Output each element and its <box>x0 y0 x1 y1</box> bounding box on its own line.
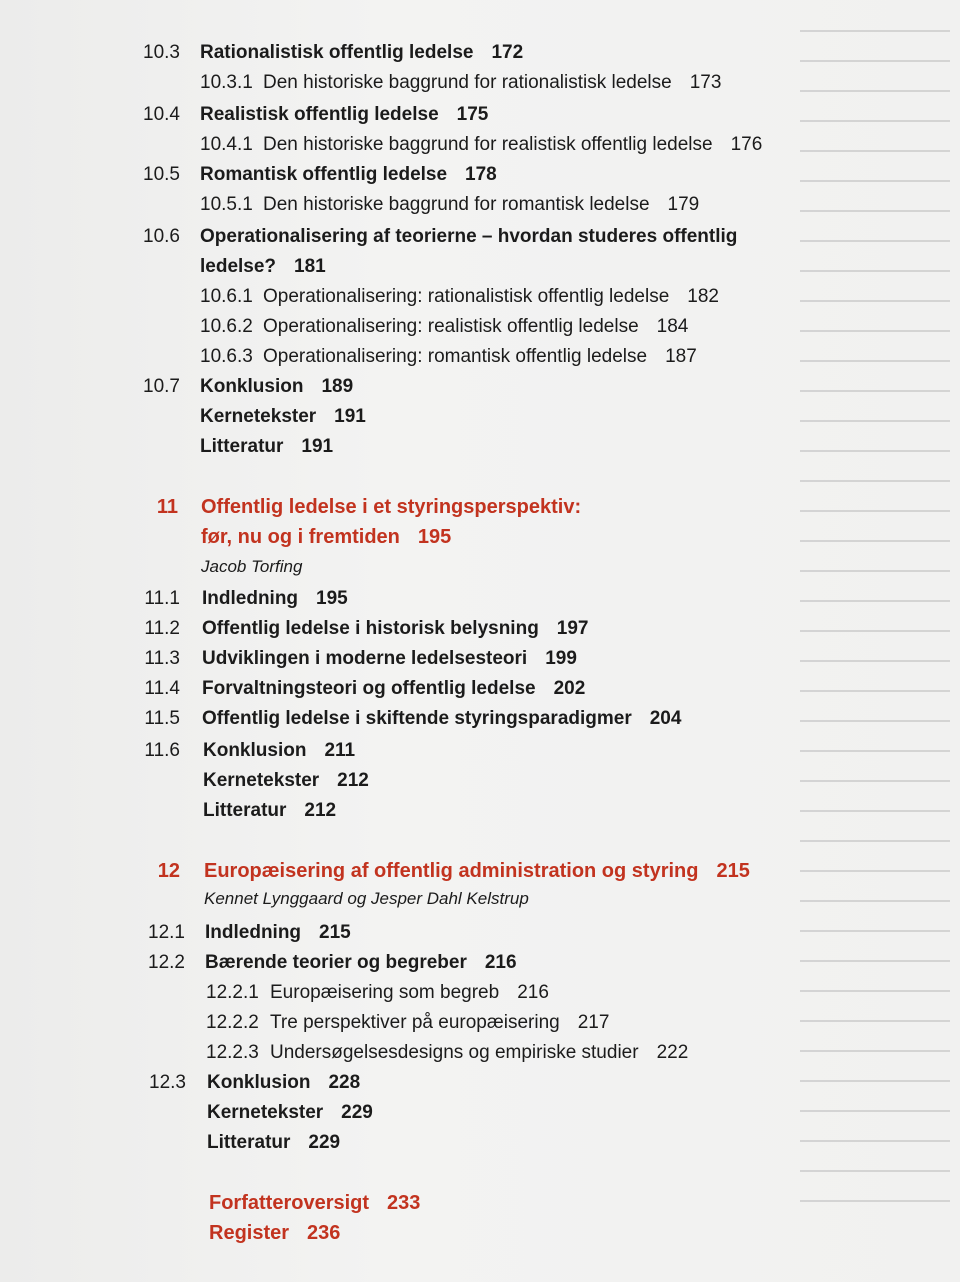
section-number: 10.6 <box>143 226 180 247</box>
page-number: 197 <box>556 618 589 639</box>
page-number: 187 <box>665 346 697 367</box>
section-title: Kernetekster <box>200 406 317 427</box>
section-number: 10.6.3 <box>200 346 253 367</box>
section-number: 12.2 <box>148 952 185 973</box>
section-title: Kernetekster <box>203 770 320 791</box>
page-number: 184 <box>656 316 689 337</box>
section-number: 12.2.3 <box>206 1042 259 1063</box>
section-number: 10.4.1 <box>200 134 253 155</box>
section-title: Den historiske baggrund for rationalistisk ledelse <box>263 72 672 93</box>
section-title: Litteratur <box>207 1132 291 1153</box>
section-title: Konklusion <box>200 376 304 397</box>
page-number: 216 <box>484 952 517 973</box>
chapter-title: Europæisering af offentlig administration og styring <box>204 860 699 882</box>
section-title: Offentlig ledelse i historisk belysning <box>202 618 539 639</box>
author-name: Kennet Lynggaard og Jesper Dahl Kelstrup <box>204 889 529 908</box>
page-number: 215 <box>319 922 351 943</box>
page-number: 215 <box>716 860 750 882</box>
page-number: 204 <box>649 708 682 729</box>
page-number: 212 <box>337 770 369 791</box>
page-number: 179 <box>667 194 700 215</box>
section-title: Operationalisering: romantisk offentlig ledelse <box>263 346 648 367</box>
page-number: 195 <box>417 526 452 548</box>
section-title: Realistisk offentlig ledelse <box>200 104 439 125</box>
section-number: 11.1 <box>144 588 180 609</box>
chapter-number: 11 <box>156 496 178 518</box>
section-title: Forvaltningsteori og offentlig ledelse <box>202 678 536 699</box>
section-title: Operationalisering af teorierne – hvordan studeres offentlig <box>200 226 738 247</box>
section-title: Bærende teorier og begreber <box>205 952 467 973</box>
back-matter-title: Forfatteroversigt <box>209 1192 370 1214</box>
page-number: 199 <box>545 648 577 669</box>
page-number: 191 <box>301 436 334 457</box>
page-number: 233 <box>387 1192 421 1214</box>
section-number: 12.3 <box>149 1072 186 1093</box>
section-title: Litteratur <box>200 436 284 457</box>
page-number: 195 <box>316 588 348 609</box>
section-number: 10.5.1 <box>200 194 253 215</box>
section-number: 12.2.1 <box>206 982 259 1003</box>
page-number: 222 <box>656 1042 689 1063</box>
section-number: 12.2.2 <box>206 1012 259 1033</box>
section-number: 10.7 <box>143 376 180 397</box>
page-number: 229 <box>308 1132 341 1153</box>
section-title: Operationalisering: rationalistisk offentlig ledelse <box>263 286 670 307</box>
section-number: 10.6.2 <box>200 316 253 337</box>
section-title: Litteratur <box>203 800 287 821</box>
page-number: 189 <box>321 376 354 397</box>
page-number: 181 <box>294 256 326 277</box>
section-title: Romantisk offentlig ledelse <box>200 164 448 185</box>
page-number: 176 <box>730 134 763 155</box>
section-number: 10.5 <box>143 164 180 185</box>
section-title: Indledning <box>205 922 302 943</box>
section-number: 10.3 <box>143 42 180 63</box>
page-number: 228 <box>328 1072 361 1093</box>
author-name: Jacob Torfing <box>201 557 303 576</box>
section-number: 11.5 <box>144 708 180 729</box>
section-title: Den historiske baggrund for romantisk ledelse <box>263 194 650 215</box>
section-title: Offentlig ledelse i skiftende styringsparadigmer <box>202 708 632 729</box>
page-number: 173 <box>689 72 722 93</box>
page-number: 217 <box>577 1012 610 1033</box>
section-title: Konklusion <box>203 740 307 761</box>
section-title: Konklusion <box>207 1072 311 1093</box>
page-number: 212 <box>304 800 337 821</box>
section-title: Europæisering som begreb <box>270 982 500 1003</box>
chapter-title: Offentlig ledelse i et styringsperspektiv: <box>201 496 582 518</box>
section-title-continued: ledelse? <box>200 256 277 277</box>
section-number: 11.3 <box>144 648 180 669</box>
section-number: 11.4 <box>144 678 180 699</box>
chapter-title-continued: før, nu og i fremtiden <box>201 526 400 548</box>
page-number: 175 <box>456 104 489 125</box>
section-number: 10.4 <box>143 104 180 125</box>
page-number: 172 <box>491 42 524 63</box>
section-title: Tre perspektiver på europæisering <box>270 1012 560 1033</box>
section-title: Den historiske baggrund for realistisk offentlig ledelse <box>263 134 713 155</box>
page-number: 229 <box>341 1102 373 1123</box>
page-number: 202 <box>553 678 586 699</box>
page-number: 211 <box>324 740 356 761</box>
section-number: 12.1 <box>148 922 185 943</box>
section-title: Operationalisering: realistisk offentlig ledelse <box>263 316 639 337</box>
section-title: Udviklingen i moderne ledelsesteori <box>202 648 528 669</box>
page-number: 236 <box>307 1222 341 1244</box>
page-number: 216 <box>517 982 549 1003</box>
page-number: 182 <box>687 286 719 307</box>
section-number: 11.6 <box>144 740 180 761</box>
section-title: Undersøgelsesdesigns og empiriske studier <box>270 1042 639 1063</box>
section-number: 10.6.1 <box>200 286 253 307</box>
section-title: Indledning <box>202 588 299 609</box>
section-number: 10.3.1 <box>200 72 253 93</box>
back-matter-title: Register <box>209 1222 290 1244</box>
section-number: 11.2 <box>144 618 180 639</box>
page-number: 191 <box>334 406 366 427</box>
section-title: Rationalistisk offentlig ledelse <box>200 42 474 63</box>
page-number: 178 <box>465 164 497 185</box>
chapter-number: 12 <box>157 860 180 882</box>
section-title: Kernetekster <box>207 1102 324 1123</box>
